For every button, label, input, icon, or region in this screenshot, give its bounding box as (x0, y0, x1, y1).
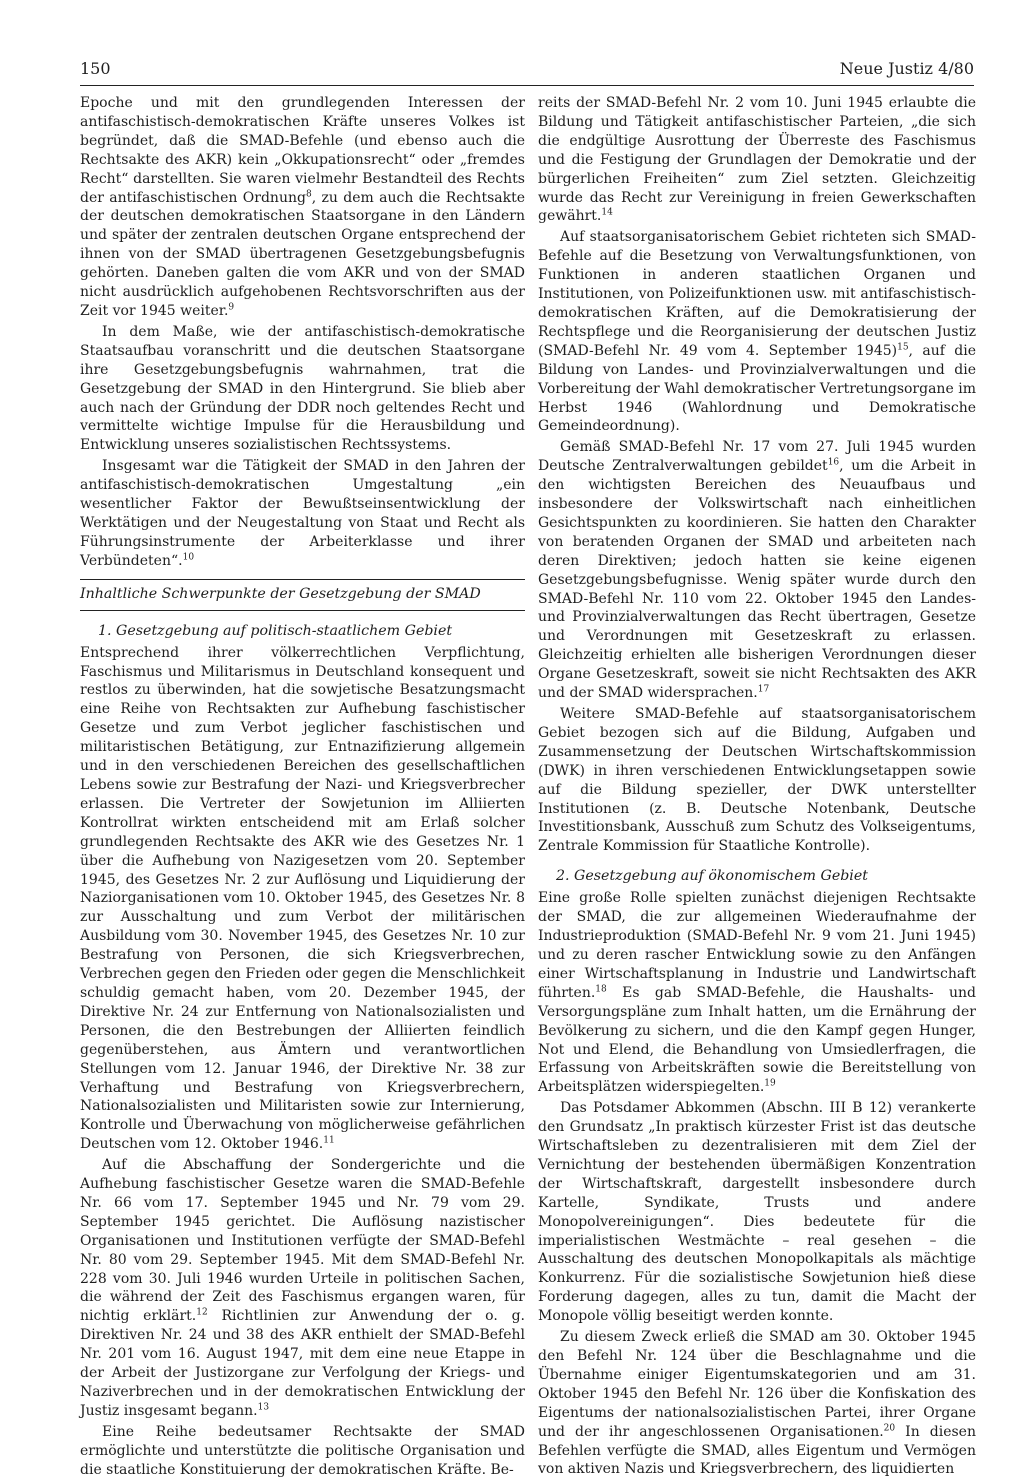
footnote-ref[interactable]: 10 (182, 552, 195, 563)
footnote-ref[interactable]: 8 (305, 188, 312, 199)
journal-title: Neue Justiz 4/80 (839, 59, 974, 78)
footnote-ref[interactable]: 14 (601, 207, 613, 218)
paragraph: Zu diesem Zweck erließ die SMAD am 30. Oktober 1945 den Befehl Nr. 124 über die Beschlagnahme und die Übernahme einiger Eigentumskategorien und am 31. Oktober 1945 den Befehl Nr. 126 über die Konfiskation des Eigentums der nationalsozialistischen Partei, ihrer Organe und der ihr angeschlossenen Organisationen.$^{20}$ In diesen Befehlen verfügte die SMAD, alles Eigentum und Vermögen von aktiven Nazis und Kriegsverbrechern, des liquidierten (538, 1329, 976, 1478)
section-heading: Inhaltliche Schwerpunkte der Gesetzgebung der SMAD (80, 579, 525, 611)
paragraph: In dem Maße, wie der antifaschistisch-demokratische Staatsaufbau voranschritt und die deutschen Staatsorgane ihre Gesetzgebungsbefugnis wahrnahmen, trat die Gesetzgebung der SMAD in den Hintergrund. Sie blieb aber auch nach der Gründung der DDR noch geltendes Recht und vermittelte wichtige Impulse für die Herausbildung und Entwicklung unseres sozialistischen Rechtssystems. (80, 323, 525, 454)
paragraph: Eine große Rolle spielten zunächst diejenigen Rechtsakte der SMAD, die zur allgemeinen Wiederaufnahme der Industrieproduktion (SMAD-Befehl Nr. 9 vom 21. Juni 1945) und zu deren rascher Entwicklung sowie zu den Anfängen einer Wirtschaftsplanung in Industrie und Landwirtschaft führten.$^{18}$ Es gab SMAD-Befehle, die Haushalts- und Versorgungspläne zum Inhalt hatten, um die Ernährung der Bevölkerung zu sichern, und die den Kampf gegen Hunger, Not und Elend, die Behandlung von Umsiedlerfragen, die Erfassung von Arbeitskräften sowie die Bereitstellung von Arbeitsplätzen widerspiegelten.$^{19}$ (538, 890, 976, 1096)
footnote-ref[interactable]: 20 (883, 1422, 896, 1433)
paragraph: reits der SMAD-Befehl Nr. 2 vom 10. Juni 1945 erlaubte die Bildung und Tätigkeit antifaschistischer Parteien, „die sich die endgültige Ausrottung der Überreste des Faschismus und die Festigung der Grundlagen der Demokratie und der bürgerlichen Freiheiten“ zum Ziel setzten. Gleichzeitig wurde das Recht zur Vereinigung in freien Gewerkschaften gewährt.$^{14}$ (538, 95, 976, 225)
paragraph: Auf die Abschaffung der Sondergerichte und die Aufhebung faschistischer Gesetze waren die SMAD-Befehle Nr. 66 vom 17. September 1945 und Nr. 79 vom 29. September 1945 gerichtet. Die Auflösung nazistischer Organisationen und Institutionen verfügte der SMAD-Befehl Nr. 80 vom 29. September 1945. Mit dem SMAD-Befehl Nr. 228 vom 30. Juli 1946 wurden Urteile in politischen Sachen, die während der Zeit des Faschismus ergangen waren, für nichtig erklärt.$^{12}$ Richtlinien zur Anwendung der o. g. Direktiven Nr. 24 und 38 des AKR enthielt der SMAD-Befehl Nr. 201 vom 16. August 1947, mit dem eine neue Etappe in der Arbeit der Justizorgane zur Verfolgung der Kriegs- und Naziverbrechen und in der demokratischen Entwicklung der Justiz insgesamt begann.$^{13}$ (80, 1157, 525, 1419)
page-header (80, 55, 974, 86)
left-column (80, 94, 525, 1482)
subsection-heading: 1. Gesetzgebung auf politisch-staatlichem Gebiet (98, 622, 453, 639)
paragraph: Insgesamt war die Tätigkeit der SMAD in den Jahren der antifaschistisch-demokratischen Umgestaltung „ein wesentlicher Faktor der Bewußtseinsentwicklung der Werktätigen und der Neugestaltung von Staat und Recht als Führungsinstrumente der Arbeiterklasse und ihrer Verbündeten“.$^{10}$ (80, 458, 525, 569)
footnote-ref[interactable]: 13 (257, 1402, 270, 1413)
paragraph: Epoche und mit den grundlegenden Interessen der antifaschistisch-demokratischen Kräfte unseres Volkes ist begründet, daß die SMAD-Befehle (und ebenso auch die Rechtsakte des AKR) kein „Okkupationsrecht“ oder „fremdes Recht“ darstellten. Sie waren vielmehr Bestandteil des Rechts der antifaschistischen Ordnung$^8$, zu dem auch die Rechtsakte der deutschen demokratischen Staatsorgane in den Ländern und später der zentralen deutschen Organe entsprechend der ihnen von der SMAD übertragenen Gesetzgebungsbefugnis gehörten. Daneben galten die vom AKR und von der SMAD nicht ausdrücklich aufgehobenen Rechtsvorschriften aus der Zeit vor 1945 weiter.$^9$ (80, 95, 526, 319)
subsection-heading: 2. Gesetzgebung auf ökonomischem Gebiet (556, 868, 868, 885)
footnote-ref[interactable]: 18 (595, 984, 607, 995)
footnote-ref[interactable]: 16 (827, 457, 840, 468)
footnote-ref[interactable]: 12 (196, 1307, 208, 1318)
footnote-ref[interactable]: 17 (757, 684, 770, 695)
right-column (538, 94, 976, 1481)
paragraph: Eine Reihe bedeutsamer Rechtsakte der SMAD ermöglichte und unterstützte die politische Organisation und die staatliche Konstituierung der demokratischen Kräfte. Be- (80, 1423, 525, 1478)
footnote-ref[interactable]: 19 (764, 1078, 776, 1089)
paragraph: Auf staatsorganisatorischem Gebiet richteten sich SMAD-Befehle auf die Besetzung von Verwaltungsfunktionen, von Funktionen in anderen staatlichen Organen und Institutionen, von Polizeifunktionen usw. mit antifaschistisch-demokratischen Kräften, auf die Demokratisierung der Rechtspflege und die Reorganisierung der deutschen Justiz (SMAD-Befehl Nr. 49 vom 4. September 1945)$^{15}$, auf die Bildung von Landes- und Provinzialverwaltungen und die Vorbereitung der Wahl demokratischer Vertretungsorgane im Herbst 1946 (Wahlordnung und Demokratische Gemeindeordnung). (538, 229, 976, 435)
footnote-ref[interactable]: 15 (897, 342, 909, 353)
paragraph: Das Potsdamer Abkommen (Abschn. III B 12) verankerte den Grundsatz „In praktisch kürzester Frist ist das deutsche Wirtschaftsleben zu dezentralisieren mit dem Ziel der Vernichtung der bestehenden übermäßigen Konzentration der Wirtschaftskraft, dargestellt insbesondere durch Kartelle, Syndikate, Trusts und andere Monopolvereinigungen“. Dies bedeutete für die imperialistischen Westmächte – real gesehen – die Ausschaltung des deutschen Monopolkapitals als mächtige Konkurrenz. Für die sozialistische Sowjetunion hieß diese Forderung dagegen, alles zu tun, damit die Macht der Monopole völlig beseitigt werden konnte. (538, 1100, 976, 1325)
paragraph: Weitere SMAD-Befehle auf staatsorganisatorischem Gebiet bezogen sich auf die Bildung, Aufgaben und Zusammensetzung der Deutschen Wirtschaftskommission (DWK) in ihren verschiedenen Entwicklungsetappen sowie auf die Bildung spezieller, der DWK unterstellter Institutionen (z. B. Deutsche Notenbank, Deutsche Investitionsbank, Ausschuß zum Schutz des Volkseigentums, Zentrale Kommission für Staatliche Kontrolle). (538, 706, 976, 855)
paragraph: Entsprechend ihrer völkerrechtlichen Verpflichtung, Faschismus und Militarismus in Deutschland konsequent und restlos zu überwinden, hat die sowjetische Besatzungsmacht eine Reihe von Rechtsakten zur Aufhebung faschistischer Gesetze und zum Verbot jeglicher faschistischen und militaristischen Betätigung, zur Entnazifizierung allgemein und in den verschiedenen Bereichen des gesellschaftlichen Lebens sowie zur Bestrafung der Nazi- und Kriegsverbrecher erlassen. Die Vertreter der Sowjetunion im Alliierten Kontrollrat wirkten entscheidend mit am Erlaß solcher grundlegenden Rechtsakte des AKR wie des Gesetzes Nr. 1 über die Aufhebung von Nazigesetzen vom 20. September 1945, des Gesetzes Nr. 2 zur Auflösung und Liquidierung der Naziorganisationen vom 10. Oktober 1945, des Gesetzes Nr. 8 zur Ausschaltung und zum Verbot der militärischen Ausbildung vom 30. November 1945, des Gesetzes Nr. 10 zur Bestrafung von Personen, die sich Kriegsverbrechen, Verbrechen gegen den Frieden oder gegen die Menschlichkeit schuldig gemacht haben, vom 20. Dezember 1945, der Direktive Nr. 24 zur Entfernung von Nationalsozialisten und Personen, die den Bestrebungen der Alliierten feindlich gegenüberstehen, aus Ämtern und verantwortlichen Stellungen vom 12. Januar 1946, der Direktive Nr. 38 zur Verhaftung und Bestrafung von Kriegsverbrechern, Nationalsozialisten und Militaristen sowie zur Internierung, Kontrolle und Überwachung von möglicherweise gefährlichen Deutschen vom 12. Oktober 1946.11 (80, 644, 525, 1153)
page-number: 150 (80, 59, 111, 78)
footnote-ref[interactable]: 11 (323, 1135, 335, 1146)
footnote-ref[interactable]: 9 (228, 302, 235, 313)
paragraph: Gemäß SMAD-Befehl Nr. 17 vom 27. Juli 1945 wurden Deutsche Zentralverwaltungen gebildet$^{16}$, um die Arbeit in den wichtigsten Bereichen des Neuaufbaus und insbesondere der Volkswirtschaft nach einheitlichen Gesichtspunkten zu koordinieren. Sie hatten den Charakter von beratenden Organen der SMAD und arbeiteten nach deren Direktiven; jedoch hatten sie keine eigenen Gesetzgebungsbefugnisse. Wenig später wurde durch den SMAD-Befehl Nr. 110 vom 22. Oktober 1945 den Landes- und Provinzialverwaltungen das Recht übertragen, Gesetze und Verordnungen mit Gesetzeskraft zu erlassen. Gleichzeitig erhielten alle bisherigen Verordnungen dieser Organe Gesetzeskraft, soweit sie nicht Rechtsakten des AKR und der SMAD widersprachen.$^{17}$ (538, 439, 976, 702)
